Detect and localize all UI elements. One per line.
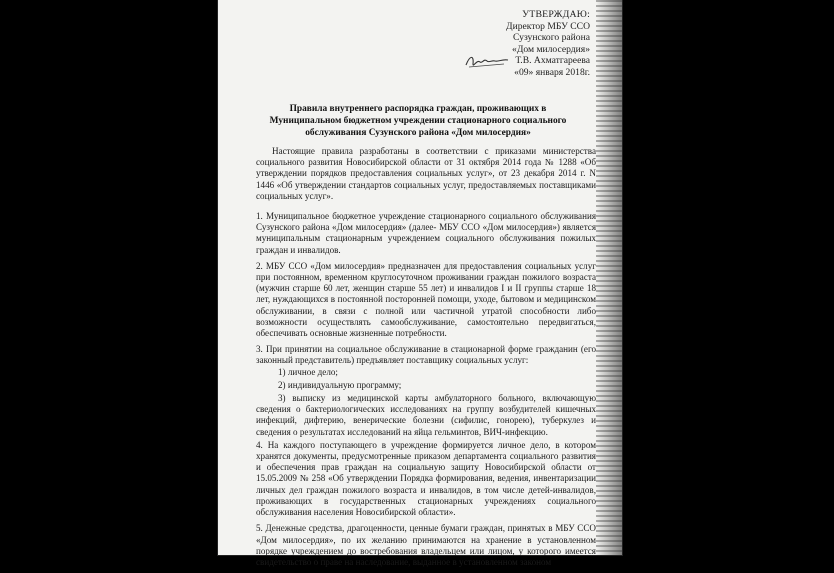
paragraph-2: 2. МБУ ССО «Дом милосердия» предназначен для предоставления социальных услуг при постоянном, временном круглосуточном проживании граждан пожилого возраста (мужчин старше 60 лет, женщин старше 55 лет) и инвалидов I и II группы старше 18 лет, нуждающихся в постоянной посторонней помощи, уходе, бытовом и медицинском обслуживании, в связи с полной или частичной утратой способности либо возможности осуществлять самообслуживание, самостоятельно передвигаться, обеспечивать основные жизненные потребности. [256,260,596,339]
paragraph-3-item-1: 1) личное дело; [278,366,338,377]
approval-district: Сузунского района [513,32,590,43]
scanned-page [218,0,622,567]
intro-paragraph: Настоящие правила разработаны в соответствии с приказами министерства социального развития Новосибирской области от 31 октября 2014 года № 1288 «Об утверждении порядков предоставления социальных услуг», от 23 декабря 2014 г. N 1446 «Об утверждении стандартов социальных услуг, предоставляемых поставщиками социальных услуг». [256,146,596,201]
scan-edge-shadow [596,0,622,555]
approval-organization: «Дом милосердия» [512,43,590,55]
approval-date: «09» января 2018г. [514,66,590,78]
approval-block [440,9,590,78]
document-body [256,146,596,573]
title-line-3: обслуживания Сузунского района «Дом милосердия» [305,128,531,138]
approval-position: Директор МБУ ССО [506,20,590,32]
approval-signer: Т.В. Ахматгареева [515,55,590,66]
title-line-2: Муниципальном бюджетном учреждении стационарного социального [269,116,567,126]
title-line-1: Правила внутреннего распорядка граждан, проживающих в [289,104,547,114]
paragraph-3-item-2: 2) индивидуальную программу; [278,379,402,390]
paragraph-3: 3. При принятии на социальное обслуживание в стационарной форме гражданин (его законный представитель) предъявляет поставщику социальных услуг: [256,344,596,366]
document-title [248,103,588,139]
paragraph-5: 5. Денежные средства, драгоценности, ценные бумаги граждан, принятых в МБУ ССО «Дом милосердия», по их желанию принимаются на хранение в установленном порядке учреждением до востребования владельцем или лицом, у которого имеется свидетельство о праве на наследование, выданное в установленном законом [256,523,596,567]
approval-heading: УТВЕРЖДАЮ: [522,9,590,20]
paragraph-1: 1. Муниципальное бюджетное учреждение стационарного социального обслуживания Сузунского района «Дом милосердия» (далее- МБУ ССО «Дом милосердия») является муниципальным стационарным учреждением социального обслуживания пожилых граждан и инвалидов. [256,211,596,255]
paragraph-3-item-3: 3) выписку из медицинской карты амбулаторного больного, включающую сведения о бактериологических исследованиях на группу возбудителей кишечных инфекций, дифтерию, венерические болезни (сифилис, гонорею), туберкулез и сведения о результатах исследований на яйца гельминтов, ВИЧ-инфекцию. [256,393,596,437]
signature-mark [464,51,510,71]
paragraph-4: 4. На каждого поступающего в учреждение формируется личное дело, в котором хранятся документы, предусмотренные приказом департамента социального развития и обеспечения прав граждан на социальную защиту Новосибирской области от 15.05.2009 № 258 «Об утверждении Порядка формирования, ведения, инвентаризации личных дел граждан пожилого возраста и инвалидов, в том числе детей-инвалидов, проживающих в государственных стационарных учреждениях социального обслуживания населения Новосибирской области». [256,439,596,518]
